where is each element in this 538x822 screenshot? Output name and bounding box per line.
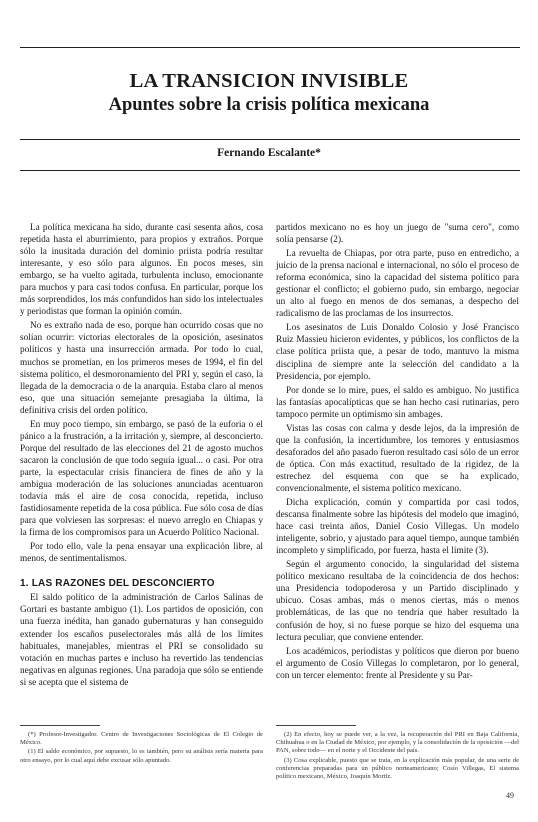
footnote: (1) El saldo económico, por supuesto, lo es también, pero su análisis sería materia para otro ensayo, por lo cual aquí debe excusar sólo apuntado. (20, 748, 263, 764)
title-rule (20, 139, 520, 140)
paragraph: Los académicos, periodistas y políticos que dieron por bueno el argumento de Cosío Villegas lo completaron, por lo general, con un tercer elemento: frente al Presidente y su Par- (276, 646, 519, 681)
paragraph: El saldo político de la administración de Carlos Salinas de Gortari es bastante ambiguo (1). Los partidos de oposición, con una fuerza inédita, han ganado gubernaturas y han conseguido extender los escaños puselectorales más allá de los límites habituales, manejables, mientras el PRI se consolidado su votación en muchas partes e incluso ha revertido las tendencias negativas en algunas regiones. Una paradoja que sólo se entiende si se acepta que el sistema de (20, 593, 263, 688)
footnote: (*) Profesor-Investigador. Centro de Investigaciones Sociológicas de El Colegio de México. (20, 731, 263, 747)
paragraph: Vistas las cosas con calma y desde lejos, da la impresión de que la confusión, la incertidumbre, los temores y entusiasmos desaforados del año pasado fueron resultado casi sólo de un error de óptica. Con más exactitud, resultado de la rigidez, de la estrechez del esquema con que se ha explicado, convencionalmente, el sistema político mexicano. (276, 423, 519, 494)
paragraph: Por donde se lo mire, pues, el saldo es ambiguo. No justifica las fantasías apocalípticas que se han hecho casi rutinarias, pero tampoco permite un optimismo sin ambages. (276, 385, 519, 420)
paragraph: Los asesinatos de Luis Donaldo Colosio y José Francisco Ruiz Massieu hicieron evidentes, y públicos, los conflictos de la clase política priista que, a pesar de todo, mantuvo la misma disciplina de siempre ante la selección del candidato a la Presidencia, por ejemplo. (276, 323, 519, 382)
article-title: LA TRANSICION INVISIBLE (129, 70, 409, 92)
paragraph: No es extraño nada de eso, porque han ocurrido cosas que no solían ocurrir: victorias electorales de la oposición, asesinatos políticos y hasta una insurrección armada. Por todo lo cual, muchos se prometían, en los primeros meses de 1994, el fin del sistema político, el desmoronamiento del PRI y, según el caso, la llegada de la democracia o de la anarquía. Estaba claro al menos eso, que una situación semejante presagiaba la última, la definitiva crisis del orden político. (20, 321, 263, 416)
article-subtitle: Apuntes sobre la crisis política mexicana (108, 95, 430, 115)
footnote-rule (20, 725, 100, 726)
footnote-rule (276, 725, 356, 726)
paragraph: La revuelta de Chiapas, por otra parte, puso en entredicho, a juicio de la prensa nacional e internacional, no sólo el proceso de reforma económica, sino la capacidad del sistema político para gestionar el conflicto; el gobierno pudo, sin embargo, negociar un alto al fuego en menos de dos semanas, a despecho del radicalismo de las proclamas de los insurrectos. (276, 249, 519, 320)
right-column (276, 222, 519, 684)
paragraph: Por todo ello, vale la pena ensayar una explicación libre, al menos, de sentimentalismos. (20, 542, 263, 565)
paragraph: La política mexicana ha sido, durante casi sesenta años, cosa repetida hasta el aburrimiento, para propios y extraños. Porque sólo la inusitada duración del dominio priista podría resultar interesante, y eso sólo para algunos. En pocos meses, sin embargo, se ha vuelto agitada, turbulenta incluso, emocionante para muchos y para casi todos confusa. En particular, porque los más sorprendidos, los más confundidos han sido los intelectuales y periodistas que forman la opinión común. (20, 223, 263, 318)
paragraph: partidos mexicano no es hoy un juego de "suma cero", como solía pensarse (2). (276, 223, 519, 246)
left-column (20, 222, 263, 691)
footnote: (3) Cosa explicable, puesto que se trata, en la explicación más popular, de una serie de conferencias preparadas para un público norteamericano; Cosío Villegas, El sistema político mexicano, México, Joaquín Mortiz. (276, 756, 519, 781)
paragraph: Según el argumento conocido, la singularidad del sistema político mexicano resultaba de la coincidencia de dos hechos: una Presidencia todopoderosa y un Partido disciplinado y ubicuo. Cosas ambas, más o menos ciertas, más o menos problemáticas, de las que no tendría que haber resultado la confusión de hoy, si no fuese porque se hizo del esquema una lectura peculiar, que conviene entender. (276, 560, 519, 643)
paragraph: Dicha explicación, común y compartida por casi todos, descansa finalmente sobre las hipótesis del modelo que imaginó, hace casi treinta años, Daniel Cosío Villegas. Un modelo inteligente, sobrio, y ajustado para aquel tiempo, aunque también incompleto y simplificado, por fuerza, hasta el límite (3). (276, 498, 519, 557)
author-rule (20, 170, 520, 171)
page-number: 49 (506, 791, 514, 800)
top-rule (20, 47, 520, 48)
footnotes-left (20, 731, 263, 766)
footnotes-right (276, 731, 519, 782)
footnote: (2) En efecto, hoy se puede ver, a la vez, la recuperación del PRI en Baja California, Chihuahua o en la Ciudad de México, por ejemplo, y la consolidación de la oposición —del PAN, sobre todo— en el norte y el Occidente del país. (276, 731, 519, 755)
paragraph: En muy poco tiempo, sin embargo, se pasó de la euforia o el pánico a la frustración, a la irritación y, siempre, al desconcierto. Porque del resultado de las elecciones del 21 de agosto muchos sacaron la conclusión de que todo seguía igual... o casi. Por otra parte, la espectacular crisis financiera de fines de año y la ambigua moderación de las soluciones anunciadas acentuaron todavía más el aire de cosa conocida, repetida, incluso fastidiosamente repetida de la cosa pública. Fue sólo cosa de días para que volviesen las sorpresas: el nuevo arreglo en Chiapas y la firma de los compromisos para un Acuerdo Político Nacional. (20, 419, 263, 539)
article-author: Fernando Escalante* (217, 147, 321, 159)
section-heading: 1. LAS RAZONES DEL DESCONCIERTO (20, 578, 215, 590)
